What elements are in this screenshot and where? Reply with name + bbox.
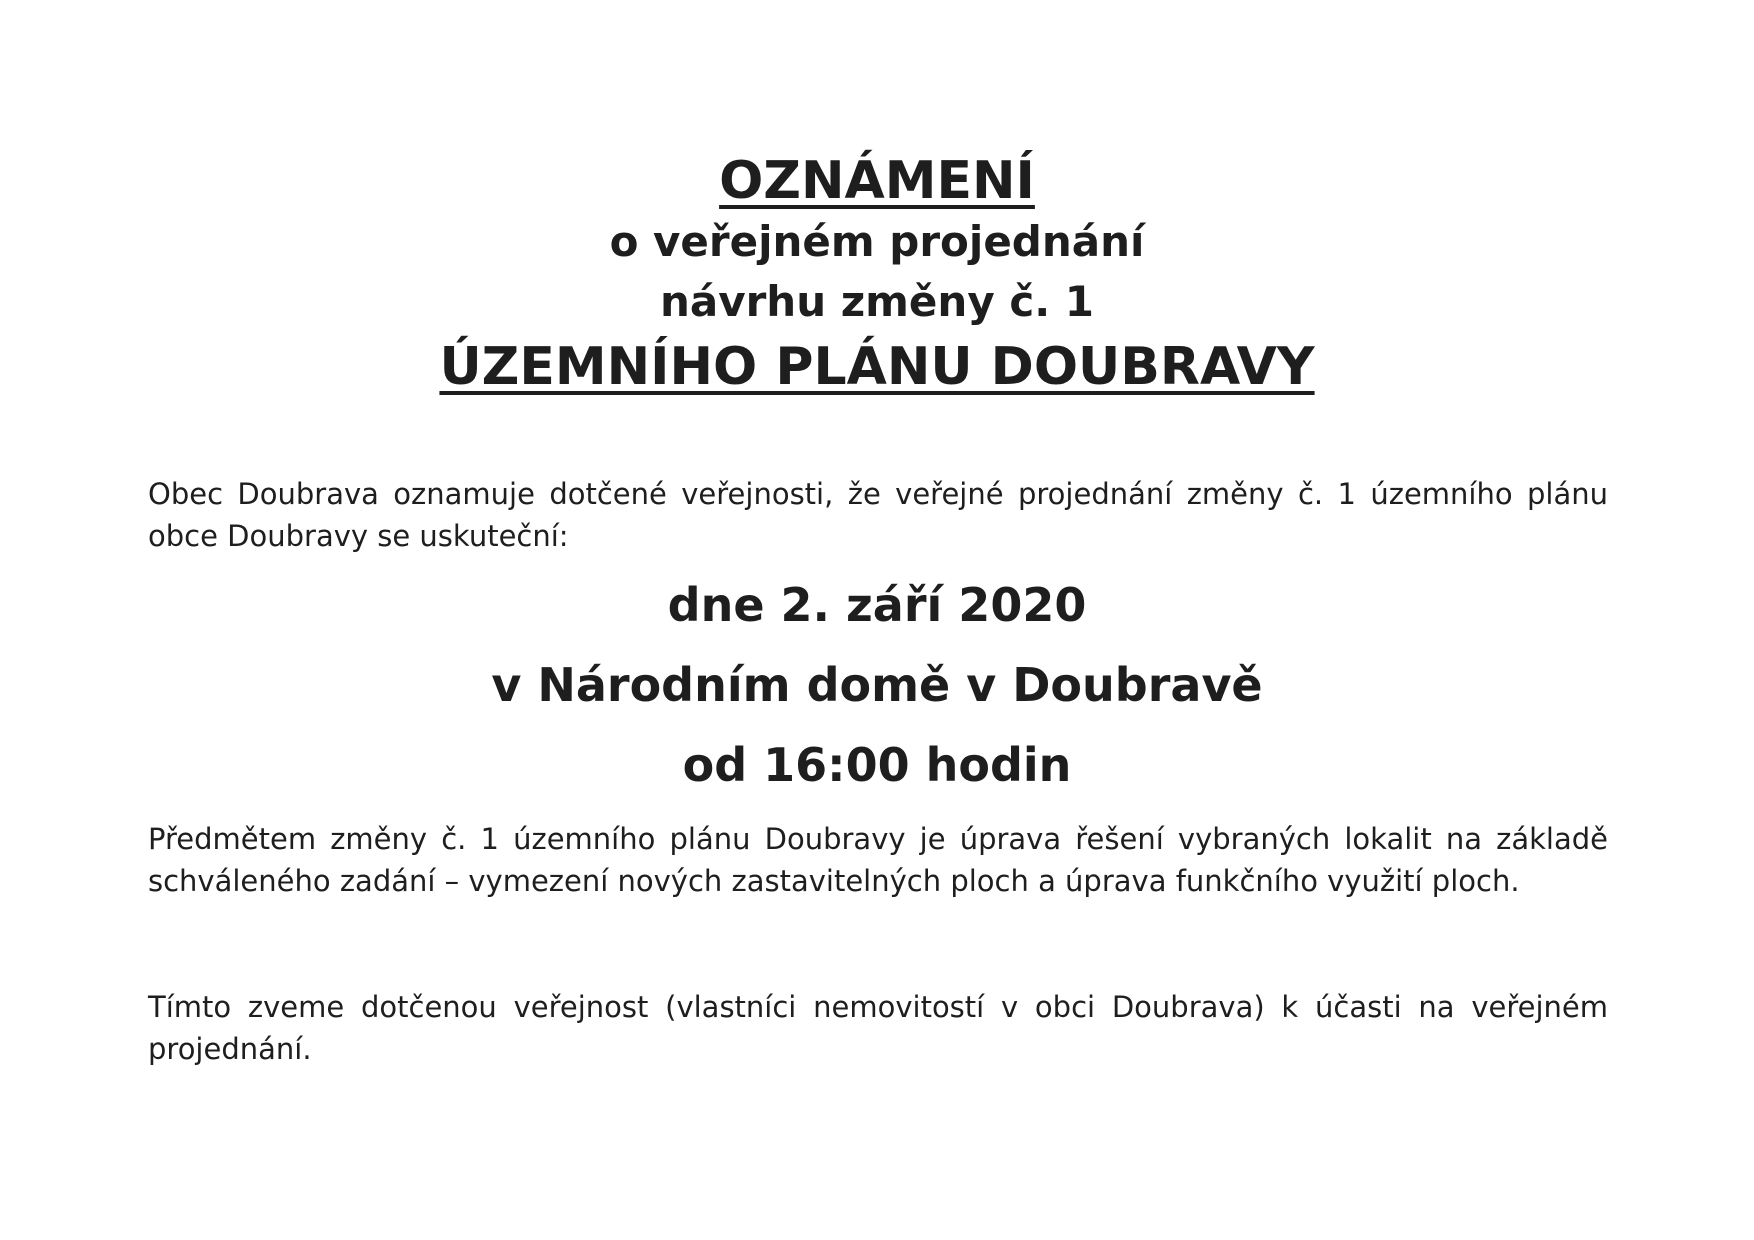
notice-heading bbox=[0, 150, 1754, 402]
event-details bbox=[0, 578, 1754, 818]
invitation-paragraph: Tímto zveme dotčenou veřejnost (vlastníci nemovitostí v obci Doubrava) k účasti na veřejném projednání. bbox=[148, 990, 1608, 1066]
notice-title: OZNÁMENÍ bbox=[719, 151, 1035, 211]
event-place: v Národním domě v Doubravě bbox=[491, 658, 1263, 712]
subject-paragraph: Předmětem změny č. 1 územního plánu Doubravy je úprava řešení vybraných lokalit na základě schváleného zadání – vymezení nových zastavitelných ploch a úprava funkčního využití ploch. bbox=[148, 822, 1608, 898]
plan-title: ÚZEMNÍHO PLÁNU DOUBRAVY bbox=[439, 337, 1315, 397]
notice-subtitle-line-2: návrhu změny č. 1 bbox=[659, 277, 1095, 326]
intro-paragraph: Obec Doubrava oznamuje dotčené veřejnosti, že veřejné projednání změny č. 1 územního plánu obce Doubravy se uskuteční: bbox=[148, 477, 1608, 553]
event-date: dne 2. září 2020 bbox=[667, 578, 1087, 632]
notice-subtitle-line-1: o veřejném projednání bbox=[609, 217, 1145, 266]
event-time: od 16:00 hodin bbox=[682, 738, 1072, 792]
